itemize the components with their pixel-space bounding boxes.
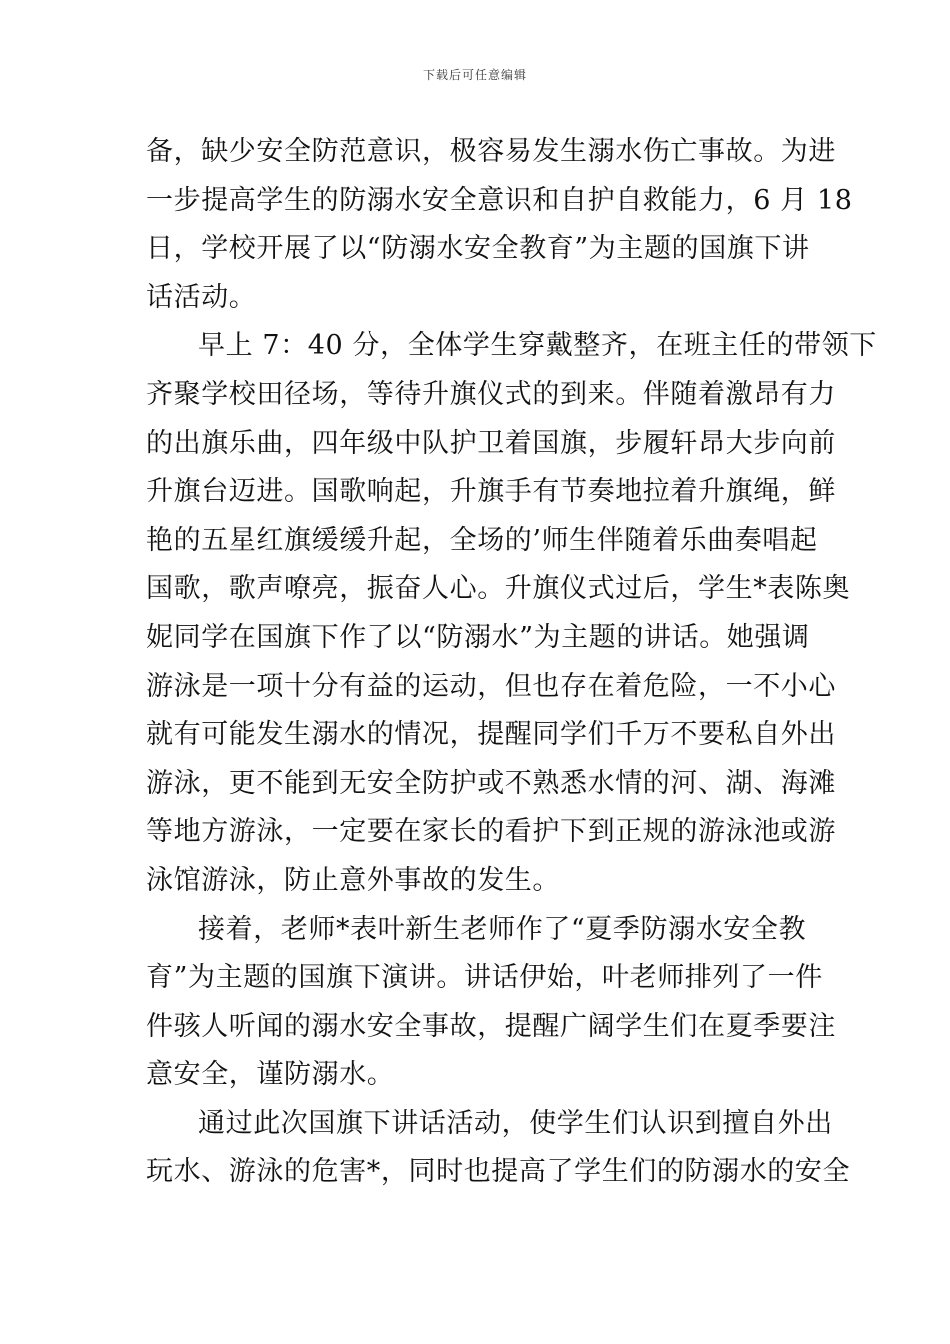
page-header: 下载后可任意编辑 <box>422 68 527 82</box>
text-line: 备，缺少安全防范意识，极容易发生溺水伤亡事故。为进 <box>146 136 836 167</box>
text-line: 齐聚学校田径场，等待升旗仪式的到来。伴随着激昂有力 <box>146 378 836 410</box>
text-line: 话活动。 <box>146 281 257 313</box>
text-line: 意安全，谨防溺水。 <box>146 1059 395 1091</box>
text-line: 国歌，歌声嘹亮，振奋人心。升旗仪式过后，学生*表陈奥 <box>146 573 851 605</box>
text-line: 早上 7：40 分，全体学生穿戴整齐，在班主任的带领下 <box>198 330 877 362</box>
text-line: 一步提高学生的防溺水安全意识和自护自救能力，6 月 18 <box>146 184 853 216</box>
text-line: 妮同学在国旗下作了以“防溺水”为主题的讲话。她强调 <box>146 621 810 653</box>
text-line: 玩水、游泳的危害*，同时也提高了学生们的防溺水的安全 <box>146 1156 851 1188</box>
text-line: 艳的五星红旗缓缓升起，全场的’师生伴随着乐曲奏唱起 <box>146 524 818 556</box>
text-line: 泳馆游泳，防止意外事故的发生。 <box>146 864 560 896</box>
text-line: 升旗台迈进。国歌响起，升旗手有节奏地拉着升旗绳，鲜 <box>146 476 836 508</box>
text-line: 日，学校开展了以“防溺水安全教育”为主题的国旗下讲 <box>146 233 810 265</box>
text-line: 件骇人听闻的溺水安全事故，提醒广阔学生们在夏季要注 <box>146 1010 836 1042</box>
text-line: 育”为主题的国旗下演讲。讲话伊始，叶老师排列了一件 <box>146 962 823 994</box>
text-line: 游泳是一项十分有益的运动，但也存在着危险，一不小心 <box>146 670 836 702</box>
text-line: 游泳，更不能到无安全防护或不熟悉水情的河、湖、海滩 <box>146 767 836 799</box>
text-line: 的出旗乐曲，四年级中队护卫着国旗，步履轩昂大步向前 <box>146 427 836 459</box>
body-text <box>146 128 877 1197</box>
text-line: 通过此次国旗下讲话活动，使学生们认识到擅自外出 <box>198 1107 833 1139</box>
text-line: 就有可能发生溺水的情况，提醒同学们千万不要私自外出 <box>146 719 836 751</box>
text-line: 接着，老师*表叶新生老师作了“夏季防溺水安全教 <box>198 913 807 945</box>
text-line: 等地方游泳，一定要在家长的看护下到正规的游泳池或游 <box>146 816 836 848</box>
